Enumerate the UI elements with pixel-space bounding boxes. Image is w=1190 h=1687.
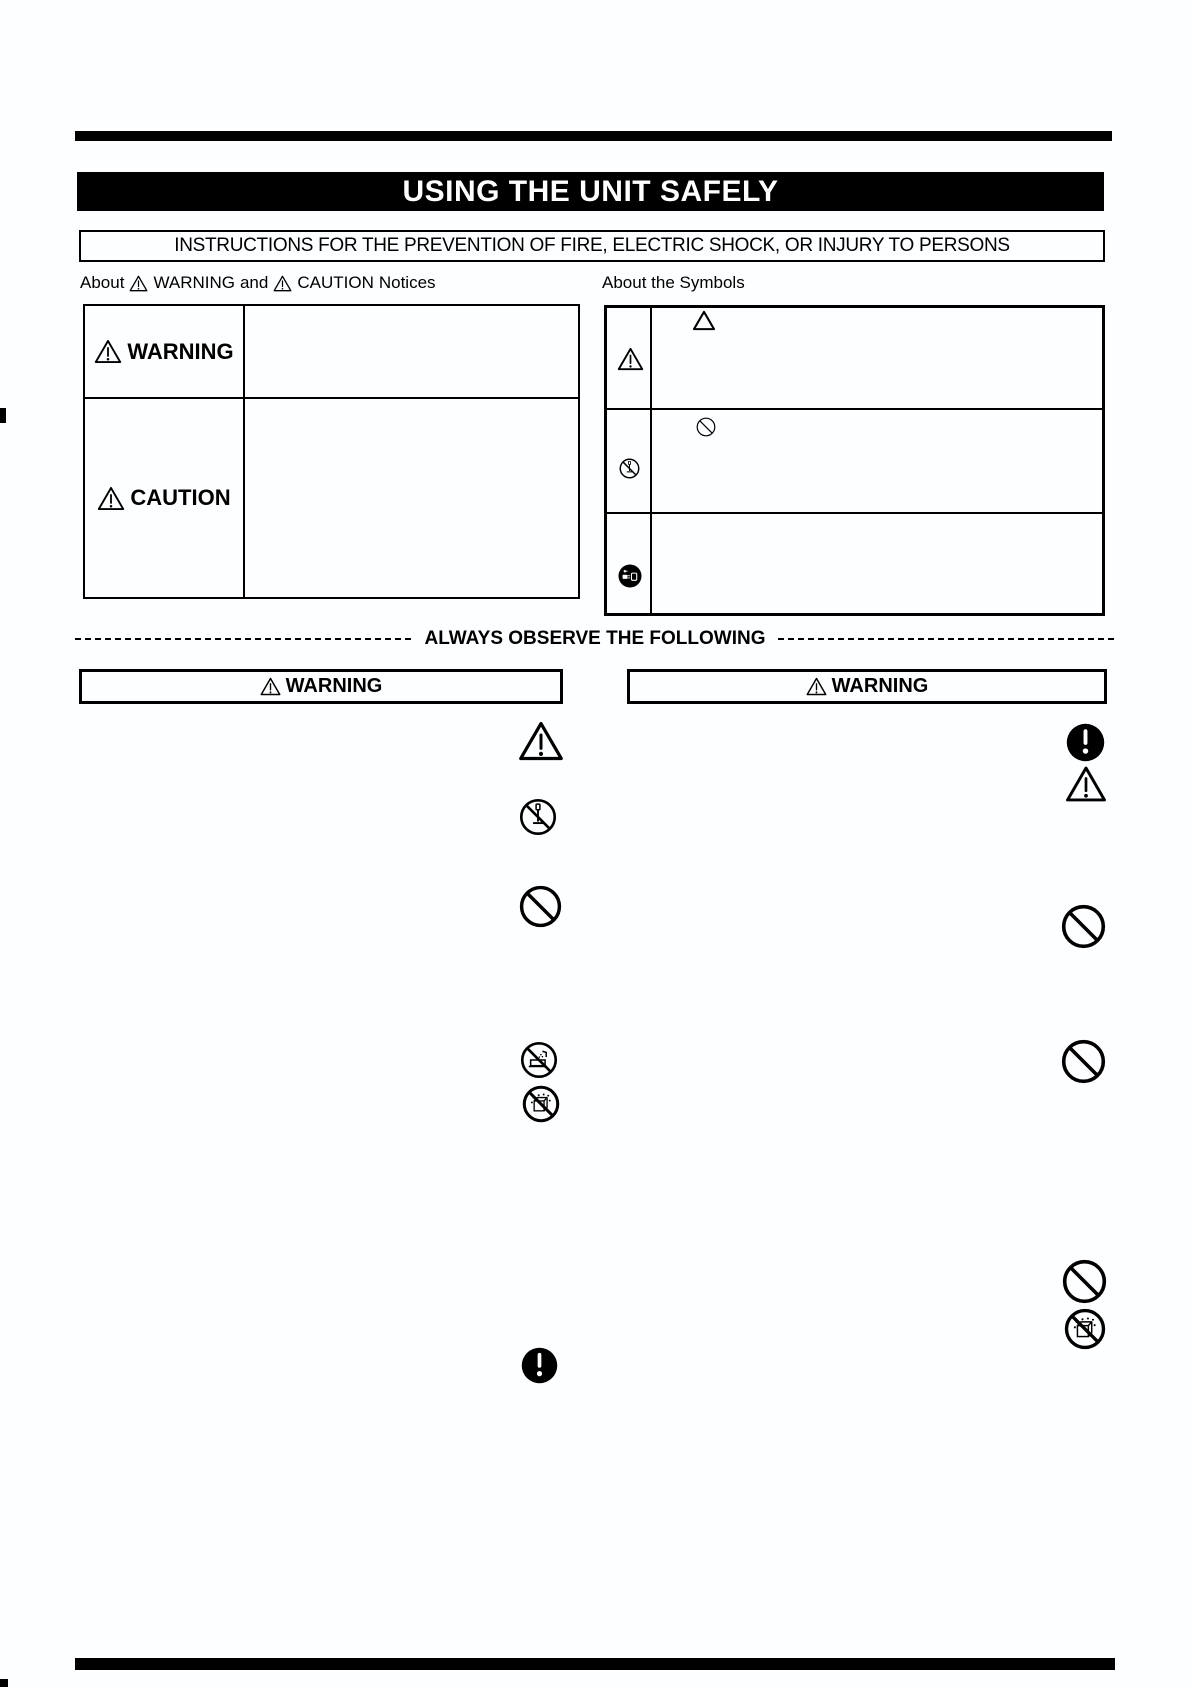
notices-table — [83, 304, 580, 599]
warning-header-label: WARNING — [831, 675, 929, 697]
heading-word: Notices — [378, 273, 436, 292]
table-row-divider — [607, 408, 1102, 410]
table-row-divider — [607, 512, 1102, 514]
no-water-exposure-icon — [1064, 1308, 1106, 1350]
observe-divider — [75, 628, 1115, 650]
about-symbols-heading — [602, 271, 745, 295]
prohibition-icon — [1061, 1039, 1106, 1084]
heading-word: WARNING — [153, 273, 235, 292]
triangle-outline-icon — [692, 310, 716, 331]
table-column-divider — [243, 306, 245, 597]
observe-label: ALWAYS OBSERVE THE FOLLOWING — [424, 628, 766, 649]
top-rule — [75, 131, 1112, 141]
unplug-power-cord-icon — [618, 564, 642, 588]
caution-label: CAUTION — [130, 485, 231, 510]
instructions-text: INSTRUCTIONS FOR THE PREVENTION OF FIRE, ELECTRIC SHOCK, OR INJURY TO PERSONS — [174, 235, 1010, 256]
warning-label: WARNING — [127, 338, 234, 364]
mandatory-action-icon — [1066, 723, 1105, 762]
no-disassemble-icon — [519, 798, 557, 836]
prohibition-icon — [1061, 904, 1106, 949]
warning-triangle-icon — [273, 275, 292, 292]
no-bathroom-use-icon — [520, 1041, 558, 1079]
alert-triangle-icon — [518, 720, 564, 762]
bottom-rule — [75, 1658, 1115, 1670]
prohibition-icon — [519, 885, 562, 928]
page-title: USING THE UNIT SAFELY — [402, 174, 779, 208]
scan-artifact — [0, 408, 6, 423]
heading-word: About — [80, 273, 125, 292]
symbols-table — [604, 305, 1105, 616]
warning-triangle-icon — [806, 677, 827, 696]
mandatory-action-icon — [521, 1347, 558, 1384]
warning-triangle-icon — [94, 339, 122, 364]
instructions-banner — [79, 230, 1105, 262]
page-title-bar — [77, 172, 1104, 211]
alert-triangle-icon — [1065, 765, 1107, 803]
warning-label-cell — [85, 306, 243, 397]
caution-label-cell — [85, 399, 243, 597]
warning-header-right — [627, 669, 1107, 704]
prohibition-icon — [1062, 1259, 1107, 1304]
about-notices-heading — [80, 271, 436, 295]
scan-artifact — [0, 1679, 8, 1687]
warning-header-label: WARNING — [285, 675, 383, 697]
warning-triangle-icon — [129, 275, 148, 292]
no-water-exposure-icon — [522, 1085, 560, 1123]
heading-word: CAUTION — [297, 273, 374, 292]
no-disassemble-icon — [619, 458, 640, 479]
prohibition-circle-icon — [696, 417, 716, 437]
table-column-divider — [650, 308, 652, 613]
warning-header-left — [79, 669, 563, 704]
dashed-rule — [778, 638, 1116, 640]
warning-triangle-icon — [260, 677, 281, 696]
warning-triangle-icon — [97, 486, 125, 511]
alert-triangle-icon — [617, 347, 644, 371]
heading-word: and — [239, 273, 269, 292]
dashed-rule — [75, 638, 413, 640]
heading-text: About the Symbols — [602, 273, 745, 292]
